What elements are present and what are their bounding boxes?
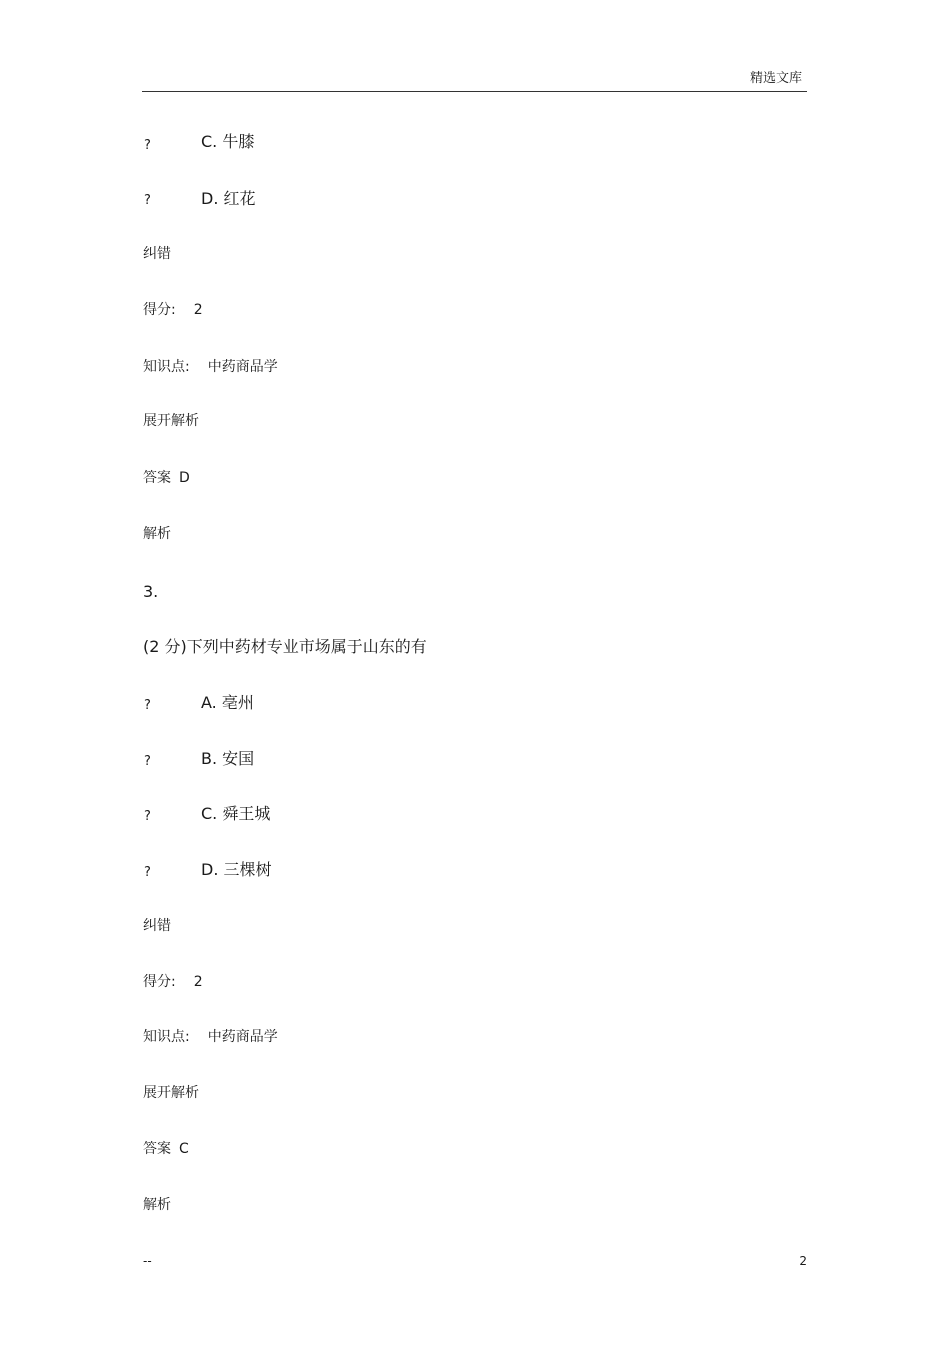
option-text: C. 舜王城 <box>201 804 271 823</box>
option-text: B. 安国 <box>201 749 255 768</box>
header-title: 精选文库 <box>749 71 802 86</box>
expand-analysis-link[interactable]: 展开解析 <box>143 1085 199 1101</box>
option-marker: ? <box>144 865 151 880</box>
answer-value: C <box>179 1141 189 1157</box>
option-marker: ? <box>144 698 151 713</box>
option-marker: ? <box>144 809 151 824</box>
option-marker: ? <box>144 138 151 153</box>
expand-analysis-link[interactable]: 展开解析 <box>143 413 199 429</box>
knowledge-value: 中药商品学 <box>207 1029 278 1045</box>
knowledge-row <box>143 1030 278 1044</box>
analysis-label: 解析 <box>143 1197 171 1213</box>
answer-label: 答案 <box>143 470 171 486</box>
question-number: 3. <box>143 582 159 601</box>
score-value: 2 <box>193 302 203 318</box>
correction-link[interactable]: 纠错 <box>143 246 171 262</box>
header-divider <box>142 91 807 92</box>
knowledge-label: 知识点: <box>143 359 190 375</box>
answer-value: D <box>179 470 190 486</box>
knowledge-value: 中药商品学 <box>207 359 278 375</box>
answer-row <box>143 1142 189 1156</box>
option-text: D. 红花 <box>201 189 256 208</box>
footer-dashes: -- <box>143 1254 152 1268</box>
option-marker: ? <box>144 193 151 208</box>
score-value: 2 <box>193 974 203 990</box>
answer-label: 答案 <box>143 1141 171 1157</box>
knowledge-row <box>143 360 278 374</box>
option-text: C. 牛膝 <box>201 132 255 151</box>
correction-link[interactable]: 纠错 <box>143 918 171 934</box>
score-row <box>143 975 203 989</box>
knowledge-label: 知识点: <box>143 1029 190 1045</box>
score-label: 得分: <box>143 302 176 318</box>
score-row <box>143 303 203 317</box>
question-text: (2 分)下列中药材专业市场属于山东的有 <box>143 637 427 656</box>
option-text: A. 亳州 <box>201 693 254 712</box>
score-label: 得分: <box>143 974 176 990</box>
analysis-label: 解析 <box>143 526 171 542</box>
option-marker: ? <box>144 754 151 769</box>
answer-row <box>143 471 190 485</box>
page-number: 2 <box>799 1254 807 1268</box>
option-text: D. 三棵树 <box>201 860 272 879</box>
